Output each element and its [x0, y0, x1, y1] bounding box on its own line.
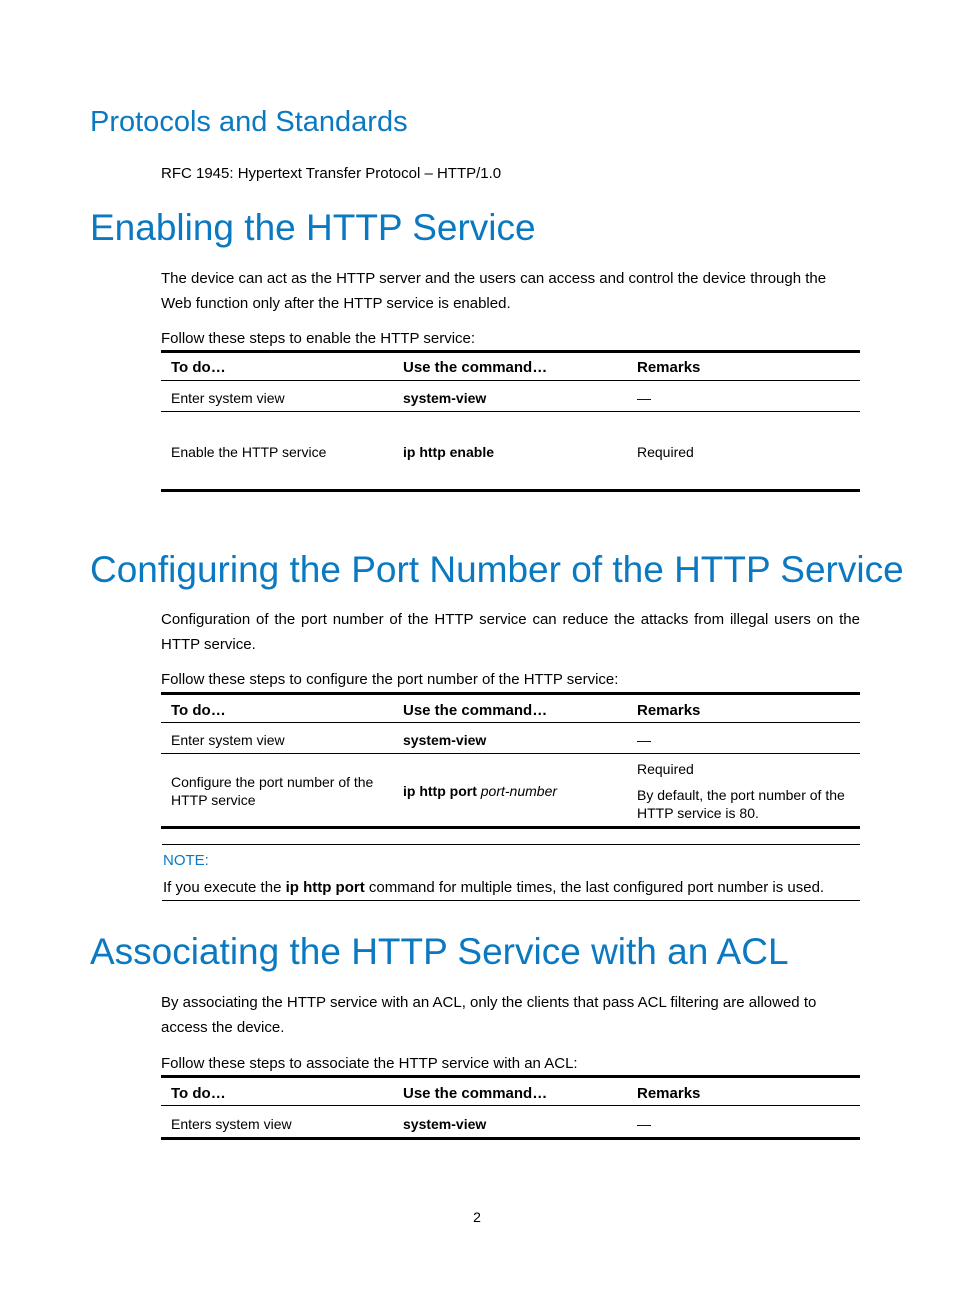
table-row-todo: Enter system view — [171, 390, 285, 406]
enabling-paragraph: The device can act as the HTTP server and the users can access and control the device through the Web function only after the HTTP service is enabled. — [161, 270, 827, 312]
note-text-before: If you execute the — [163, 879, 286, 896]
table-row-todo: Enters system view — [171, 1116, 292, 1132]
command-argument: port-number — [480, 783, 558, 799]
enabling-table — [161, 350, 860, 492]
section-title-acl: Associating the HTTP Service with an ACL — [90, 931, 789, 972]
section-title-port: Configuring the Port Number of the HTTP Service — [90, 549, 904, 590]
table-header-command: Use the command… — [403, 1085, 548, 1102]
table-row-remarks: — — [637, 1116, 651, 1132]
section-title-enabling: Enabling the HTTP Service — [90, 207, 536, 248]
table-row-remarks-detail: By default, the port number of the HTTP service is 80. — [637, 787, 845, 821]
table-row-command: system-view — [403, 732, 487, 748]
note-label: NOTE: — [163, 852, 209, 869]
table-header-remarks: Remarks — [637, 702, 701, 719]
table-row-todo: Enter system view — [171, 732, 285, 748]
port-table — [161, 692, 860, 832]
acl-table — [161, 1075, 860, 1141]
table-row-command: system-view — [403, 390, 487, 406]
table-header-remarks: Remarks — [637, 1085, 701, 1102]
table-row-todo: Configure the port number of the HTTP service — [171, 774, 374, 808]
enabling-intro: Follow these steps to enable the HTTP service: — [161, 330, 476, 347]
table-row-command: system-view — [403, 1116, 487, 1132]
table-row-remarks: — — [637, 390, 651, 406]
section-title-protocols: Protocols and Standards — [90, 106, 408, 138]
table-header-todo: To do… — [171, 359, 226, 376]
table-row-remarks: — — [637, 732, 651, 748]
note-command: ip http port — [285, 879, 365, 896]
port-paragraph: Configuration of the port number of the HTTP service can reduce the attacks from illegal users on the HTTP service. — [161, 611, 860, 653]
protocols-text: RFC 1945: Hypertext Transfer Protocol – HTTP/1.0 — [161, 165, 502, 182]
note-text — [163, 879, 824, 896]
note-bottom-rule — [162, 900, 860, 901]
table-header-command: Use the command… — [403, 702, 548, 719]
table-row-command — [403, 782, 557, 800]
table-header-todo: To do… — [171, 702, 226, 719]
page-number: 2 — [473, 1209, 481, 1225]
table-row-todo: Enable the HTTP service — [171, 444, 327, 460]
table-header-command: Use the command… — [403, 359, 548, 376]
command-keyword: ip http port — [403, 783, 477, 799]
note-text-after: command for multiple times, the last configured port number is used. — [364, 879, 825, 896]
table-header-remarks: Remarks — [637, 359, 701, 376]
table-row-command: ip http enable — [403, 444, 494, 460]
table-header-todo: To do… — [171, 1085, 226, 1102]
port-intro: Follow these steps to configure the port number of the HTTP service: — [161, 671, 619, 688]
table-row-remarks: Required — [637, 444, 694, 460]
acl-paragraph: By associating the HTTP service with an ACL, only the clients that pass ACL filtering are allowed to access the device. — [161, 994, 817, 1036]
table-row-remarks: Required — [637, 761, 694, 777]
acl-intro: Follow these steps to associate the HTTP service with an ACL: — [161, 1055, 578, 1072]
note-top-rule — [162, 844, 860, 845]
